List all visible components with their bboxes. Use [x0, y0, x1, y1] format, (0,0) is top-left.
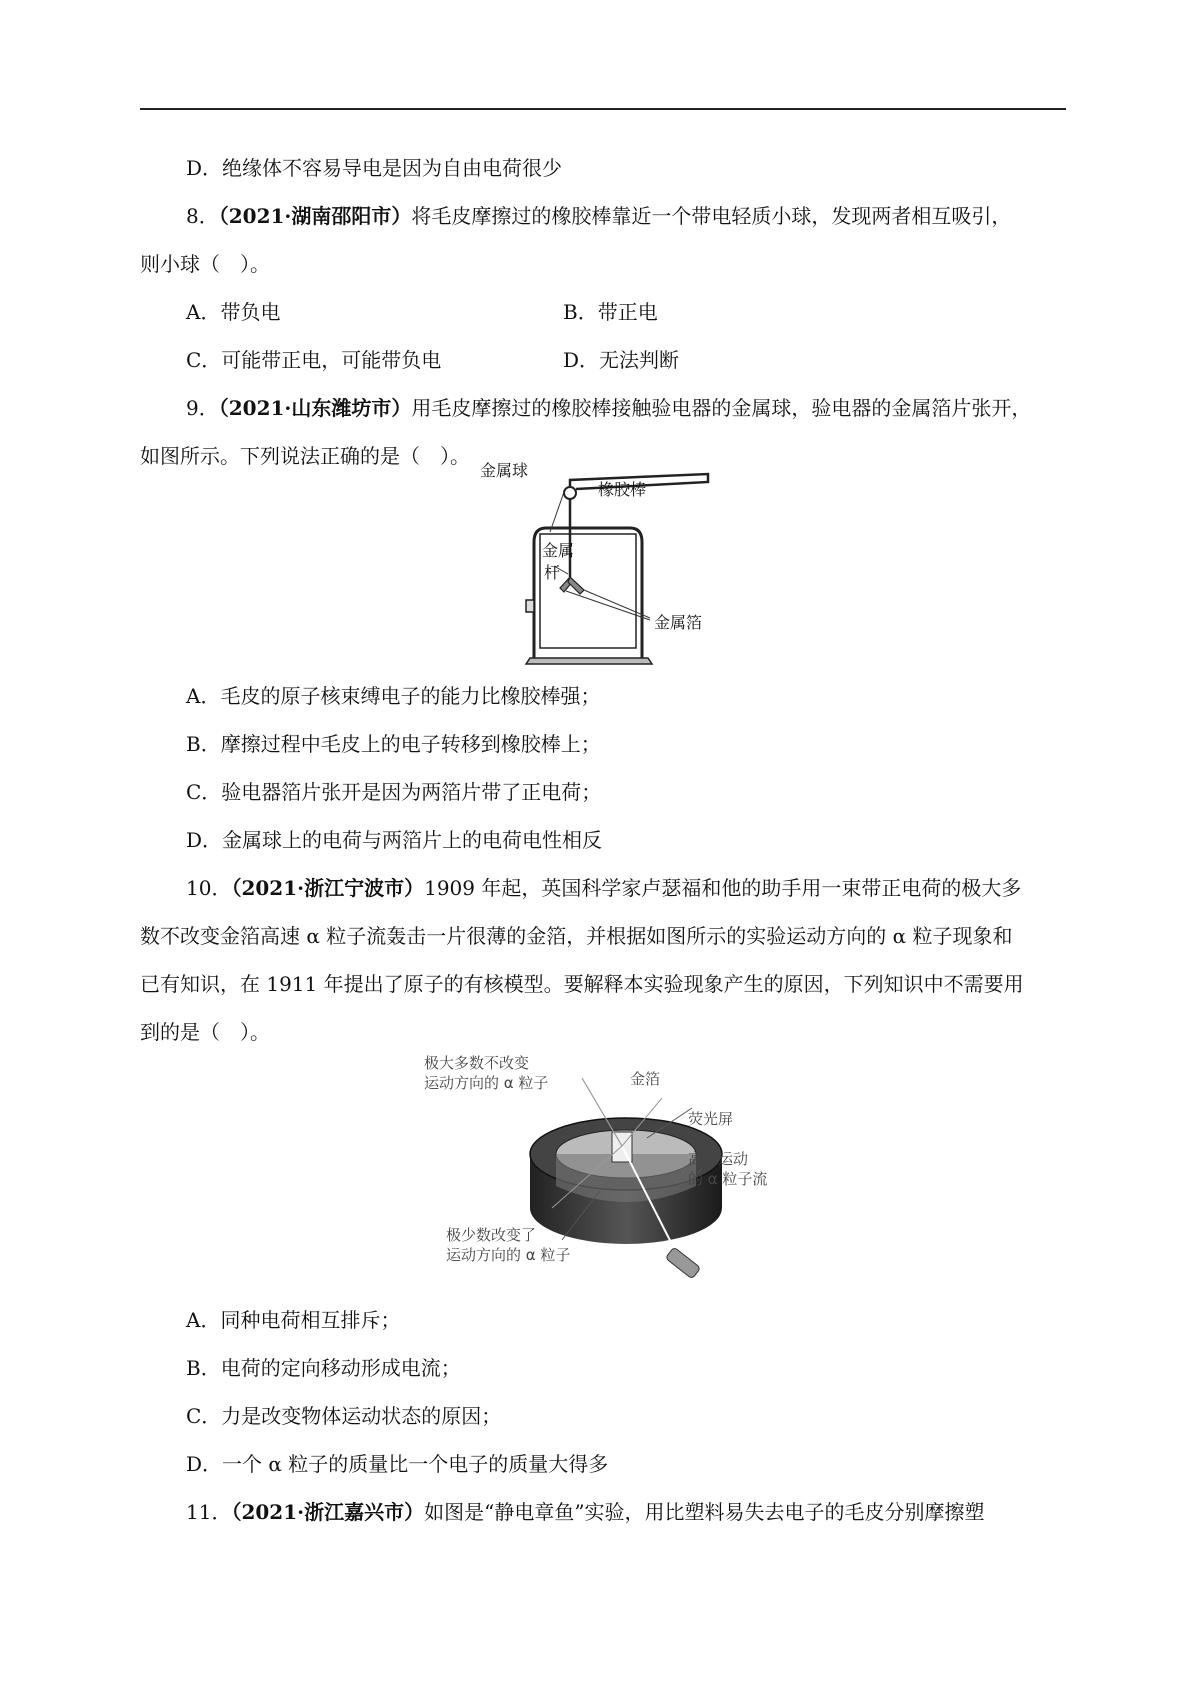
label-beam-1: 高速运动: [688, 1150, 749, 1168]
label-metal-ball: 金属球: [480, 461, 529, 480]
q10-stem-line3: 已有知识，在 1911 年提出了原子的有核模型。要解释本实验现象产生的原因，下列知识中不需要用: [140, 972, 1024, 996]
label-metal-stem-2: 杆: [544, 563, 561, 582]
q9-stem-text: 用毛皮摩擦过的橡胶棒接触验电器的金属球，验电器的金属箔片张开，: [411, 396, 1032, 420]
header-rule: [140, 108, 1066, 110]
label-most-alpha-1: 极大多数不改变: [424, 1054, 530, 1072]
foil-right: [568, 577, 584, 594]
q8-stem-text: 将毛皮摩擦过的橡胶棒靠近一个带电轻质小球，发现两者相互吸引，: [411, 204, 1012, 228]
q10-source: （2021·浙江宁波市）: [231, 876, 425, 900]
q8-stem-line2: 则小球（ ）。: [140, 252, 270, 276]
q11-stem-text: 如图是“静电章鱼”实验，用比塑料易失去电子的毛皮分别摩擦塑: [424, 1500, 985, 1524]
q10-option-d: D．一个 α 粒子的质量比一个电子的质量大得多: [186, 1452, 609, 1476]
q10-option-b: B．电荷的定向移动形成电流；: [186, 1356, 461, 1380]
q9-number: 9．: [186, 396, 219, 420]
q9-option-a: A．毛皮的原子核束缚电子的能力比橡胶棒强；: [186, 684, 601, 708]
q8-option-b: B．带正电: [563, 300, 658, 324]
q9-option-c: C．验电器箔片张开是因为两箔片带了正电荷；: [186, 780, 602, 804]
q11-stem-line1: [186, 1498, 985, 1526]
q10-option-a: A．同种电荷相互排斥；: [186, 1308, 401, 1332]
q8-option-d: D．无法判断: [563, 348, 680, 372]
label-gold-foil: 金箔: [630, 1070, 661, 1088]
q10-stem-line2: 数不改变金箔高速 α 粒子流轰击一片很薄的金箔，并根据如图所示的实验运动方向的 α 粒子现象和: [140, 924, 1013, 948]
q9-stem-line1: [186, 394, 1031, 422]
q8-source: （2021·湖南邵阳市）: [218, 204, 412, 228]
q9-source: （2021·山东潍坊市）: [218, 396, 412, 420]
label-metal-stem-1: 金属: [542, 541, 575, 560]
metal-ball-shape: [564, 487, 576, 499]
label-screen: 荧光屏: [688, 1110, 734, 1128]
q10-number: 10．: [186, 876, 232, 900]
q7-option-d: D．绝缘体不容易导电是因为自由电荷很少: [186, 156, 563, 180]
label-few-alpha-1: 极少数改变了: [446, 1226, 537, 1244]
alpha-source: [665, 1247, 700, 1279]
label-rubber-rod: 橡胶棒: [598, 480, 647, 499]
electroscope-base: [526, 658, 652, 664]
q10-option-c: C．力是改变物体运动状态的原因；: [186, 1404, 502, 1428]
label-most-alpha-2: 运动方向的 α 粒子: [424, 1074, 549, 1092]
q9-option-b: B．摩擦过程中毛皮上的电子转移到橡胶棒上；: [186, 732, 601, 756]
q11-source: （2021·浙江嘉兴市）: [231, 1500, 425, 1524]
q9-option-d: D．金属球上的电荷与两箔片上的电荷电性相反: [186, 828, 603, 852]
label-few-alpha-2: 运动方向的 α 粒子: [446, 1246, 571, 1264]
q10-stem-line1: [186, 874, 1021, 902]
electroscope-figure: [480, 461, 732, 672]
q10-stem-line4: 到的是（ ）。: [140, 1020, 270, 1044]
label-metal-foil: 金属箔: [654, 613, 703, 632]
label-beam-2: 的 α 粒子流: [688, 1170, 768, 1188]
q8-number: 8．: [186, 204, 219, 228]
q10-stem-text: 1909 年起，英国科学家卢瑟福和他的助手用一束带正电荷的极大多: [424, 876, 1022, 900]
rutherford-figure: [424, 1054, 792, 1284]
q11-number: 11．: [186, 1500, 232, 1524]
q8-option-c: C．可能带正电，可能带负电: [186, 348, 442, 372]
q9-stem-line2: 如图所示。下列说法正确的是（ ）。: [140, 444, 470, 468]
q8-option-a: A．带负电: [186, 300, 281, 324]
q8-stem-line1: [186, 202, 1011, 230]
